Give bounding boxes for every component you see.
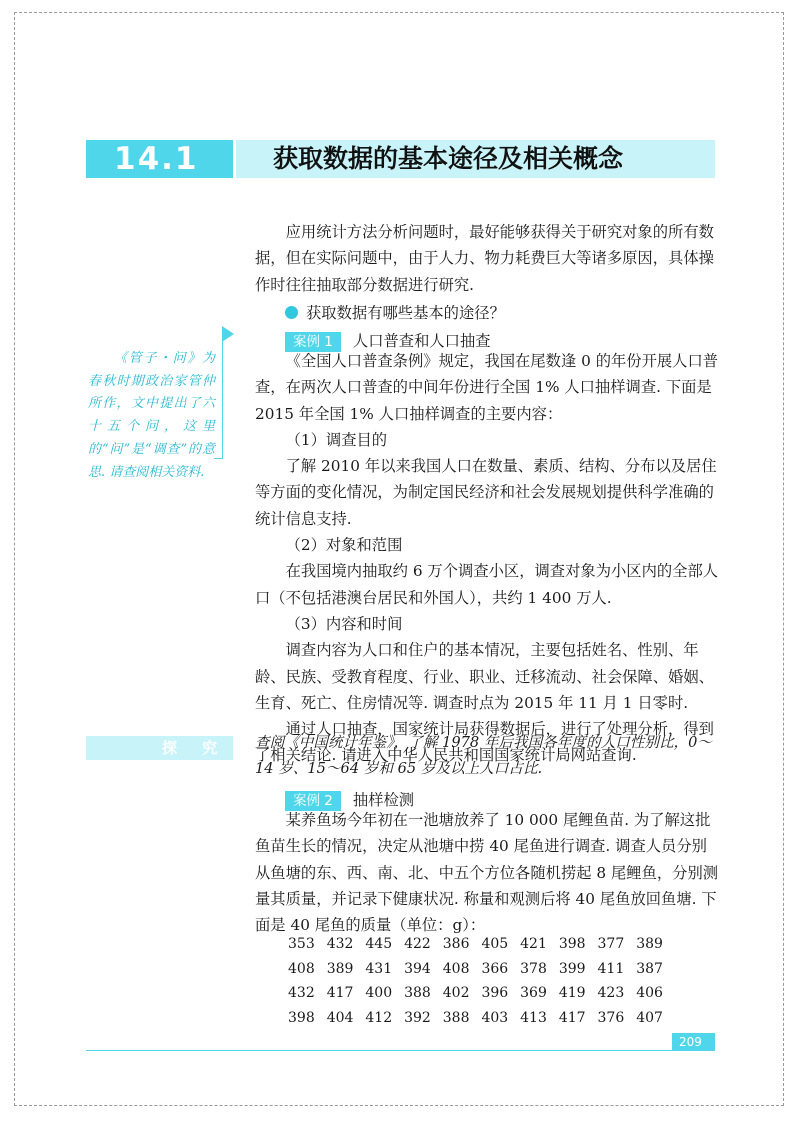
case1-title: 人口普查和人口抽查 <box>352 332 491 350</box>
case2-tag: 案例 2 <box>285 791 341 811</box>
table-row <box>288 1006 675 1031</box>
intro-block <box>255 219 720 298</box>
table-cell: 432 <box>326 936 354 952</box>
table-cell: 378 <box>520 960 547 977</box>
section-title: 获取数据的基本途径及相关概念 <box>273 144 624 173</box>
table-cell: 406 <box>636 985 663 1001</box>
table-cell: 377 <box>597 936 625 952</box>
explore-label: 探 究 <box>162 739 228 757</box>
table-cell: 445 <box>365 936 393 952</box>
case1-paragraph-1: 《全国人口普查条例》规定，我国在尾数逢 0 的年份开展人口普查，在两次人口普查的中间年份进行全国 1% 人口抽样调查. 下面是 2015 年全国 1% 人口抽样调查的主要内容： <box>255 352 719 423</box>
fish-mass-table <box>288 932 675 1030</box>
note-bracket <box>222 337 223 459</box>
table-cell: 404 <box>326 1009 354 1026</box>
page-number: 209 <box>679 1035 702 1049</box>
fish-mass-table-body <box>288 932 675 1030</box>
table-cell: 402 <box>442 985 470 1001</box>
table-cell: 421 <box>520 936 547 952</box>
table-cell: 369 <box>520 985 547 1001</box>
explore-text: 查阅《中国统计年鉴》，了解 1978 年后我国各年度的人口性别比，0～14 岁、15～64 岁和 65 岁及以上人口占比. <box>255 734 713 778</box>
table-cell: 400 <box>365 985 393 1001</box>
table-cell: 403 <box>481 1009 509 1026</box>
table-cell: 408 <box>288 960 315 977</box>
question-text: 获取数据有哪些基本的途径？ <box>306 304 505 322</box>
intro-paragraph: 应用统计方法分析问题时，最好能够获得关于研究对象的所有数据，但在实际问题中，由于人力、物力耗费巨大等诸多原因，具体操作时往往抽取部分数据进行研究. <box>255 223 714 294</box>
table-cell: 386 <box>442 936 470 952</box>
table-cell: 422 <box>404 936 431 952</box>
table-row <box>288 932 675 957</box>
table-cell: 431 <box>365 960 393 977</box>
margin-note: 《管子・问》为春秋时期政治家管仲所作，文中提出了六十五个问，这里的“问”是“调查”的意思. 请查阅相关资料. <box>88 351 215 480</box>
case2-paragraph-1: 某养鱼场今年初在一池塘放养了 10 000 尾鲤鱼苗. 为了解这批鱼苗生长的情况，决定从池塘中捞 40 尾鱼进行调查. 调查人员分别从鱼塘的东、西、南、北、中五个方位各随机捞起 8 尾鲤鱼，分别测量其质量，并记录下健康状况. 称量和观测后将 40 尾鱼放回鱼塘. 下面是 40 尾鱼的质量（单位：g）： <box>255 811 719 935</box>
case1-paragraph-4: 调查内容为人口和住户的基本情况，主要包括姓名、性别、年龄、民族、受教育程度、行业、职业、迁移流动、社会保障、婚姻、生育、死亡、住房情况等. 调查时点为 2015 年 11 月 1 日零时. <box>255 641 714 712</box>
table-cell: 412 <box>365 1009 393 1026</box>
case1-paragraph-3: 在我国境内抽取约 6 万个调查小区，调查对象为小区内的全部人口（不包括港澳台居民和外国人），共约 1 400 万人. <box>255 562 719 607</box>
note-arrow-icon <box>222 326 234 342</box>
case1-paragraph-5: 通过人口抽查，国家统计局获得数据后，进行了处理分析，得到了相关结论. 请进入中华人民共和国国家统计局网站查询. <box>255 720 714 765</box>
table-cell: 398 <box>558 936 586 952</box>
table-cell: 389 <box>636 936 663 952</box>
case1-paragraph-2: 了解 2010 年以来我国人口在数量、素质、结构、分布以及居住等方面的变化情况，为制定国民经济和社会发展规划提供科学准确的统计信息支持. <box>255 457 717 528</box>
table-cell: 417 <box>326 985 354 1001</box>
table-cell: 407 <box>636 1009 663 1026</box>
table-cell: 392 <box>404 1009 431 1026</box>
table-cell: 366 <box>481 960 509 977</box>
table-cell: 353 <box>288 936 315 952</box>
case1-tag: 案例 1 <box>285 332 341 352</box>
table-cell: 423 <box>597 985 625 1001</box>
table-cell: 411 <box>597 960 625 977</box>
footer-line <box>86 1050 715 1051</box>
table-cell: 387 <box>636 960 663 977</box>
table-row <box>288 981 675 1006</box>
table-cell: 388 <box>442 1009 470 1026</box>
table-cell: 388 <box>404 985 431 1001</box>
case1-heading-scope: （2）对象和范围 <box>285 536 403 555</box>
table-cell: 408 <box>442 960 470 977</box>
bullet-dot-icon <box>285 306 298 319</box>
case1-body <box>255 348 720 769</box>
table-cell: 419 <box>558 985 586 1001</box>
case2-body <box>255 807 720 938</box>
table-cell: 396 <box>481 985 509 1001</box>
case2-title: 抽样检测 <box>352 791 415 809</box>
note-bracket-foot <box>214 458 223 459</box>
table-cell: 398 <box>288 1009 315 1026</box>
table-cell: 389 <box>326 960 354 977</box>
case1-heading-content: （3）内容和时间 <box>285 614 403 633</box>
table-cell: 405 <box>481 936 509 952</box>
table-cell: 376 <box>597 1009 625 1026</box>
table-cell: 417 <box>558 1009 586 1026</box>
table-row <box>288 957 675 982</box>
table-cell: 413 <box>520 1009 547 1026</box>
table-cell: 399 <box>558 960 586 977</box>
section-number: 14.1 <box>114 141 199 177</box>
table-cell: 432 <box>288 985 315 1001</box>
question-line <box>285 302 505 324</box>
table-cell: 394 <box>404 960 431 977</box>
case1-heading-purpose: （1）调查目的 <box>285 430 388 449</box>
